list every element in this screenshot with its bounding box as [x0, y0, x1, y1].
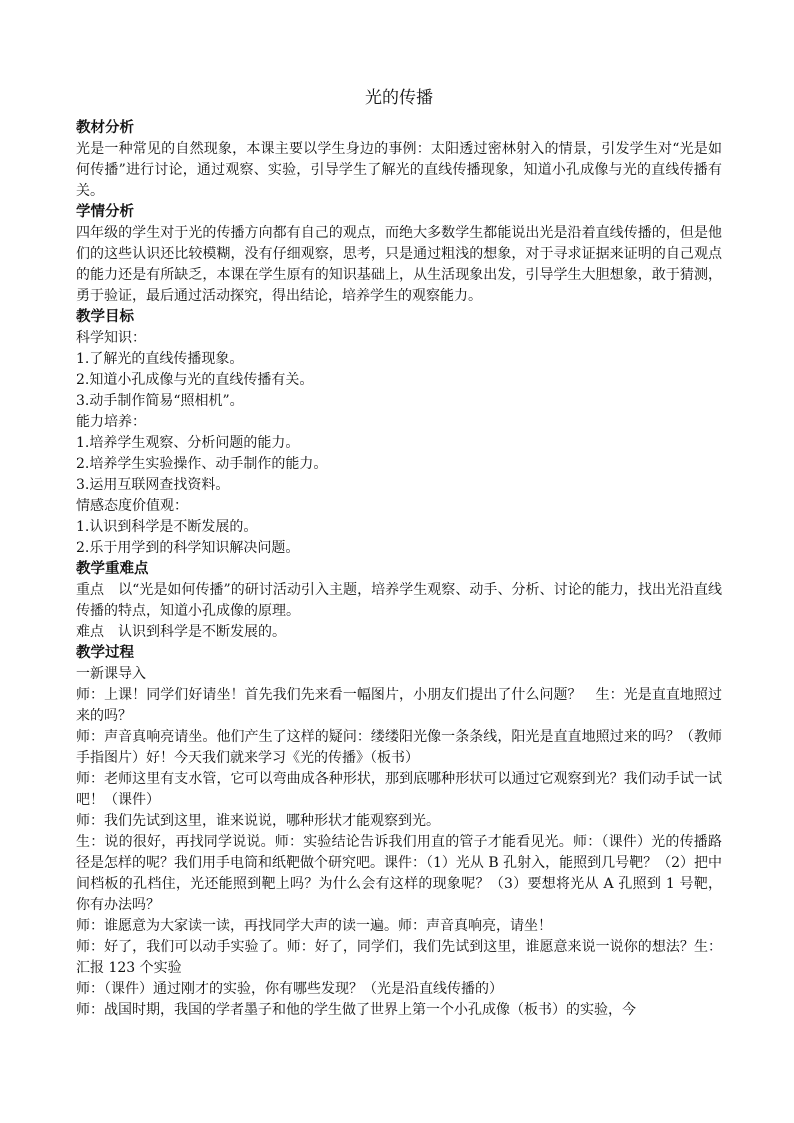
paragraph: 师：战国时期，我国的学者墨子和他的学生做了世界上第一个小孔成像（板书）的实验，今	[76, 1002, 636, 1018]
heading-teaching-process: 教学过程	[76, 645, 134, 661]
heading-materials-analysis: 教材分析	[76, 120, 134, 136]
paragraph: 师：谁愿意为大家读一读，再找同学大声的读一遍。师：声音真响亮，请坐！	[76, 918, 552, 934]
paragraph: 光是一种常见的自然现象，本课主要以学生身边的事例：太阳透过密林射入的情景，引发学生对“光是如何传播”进行讨论，通过观察、实验，引导学生了解光的直线传播现象，知道小孔成像与光的直线传播有关。	[76, 141, 722, 199]
list-item: 2.培养学生实验操作、动手制作的能力。	[76, 456, 328, 472]
paragraph: 师：我们先试到这里，谁来说说，哪种形状才能观察到光。	[76, 813, 440, 829]
paragraph: 师：上课！同学们好请坐！首先我们先来看一幅图片，小朋友们提出了什么问题？ 生：光是直直地照过来的吗？	[76, 687, 722, 724]
heading-key-points: 教学重难点	[76, 561, 149, 577]
paragraph: 一新课导入	[76, 666, 146, 682]
paragraph: 重点 以“光是如何传播”的研讨活动引入主题，培养学生观察、动手、分析、讨论的能力，找出光沿直线传播的特点，知道小孔成像的原理。	[76, 582, 722, 619]
list-item: 能力培养：	[76, 414, 146, 430]
paragraph: 师：好了，我们可以动手实验了。师：好了，同学们，我们先试到这里，谁愿意来说一说你的想法？生：汇报 123 个实验	[76, 939, 722, 976]
paragraph: 生：说的很好，再找同学说说。师：实验结论告诉我们用直的管子才能看见光。师：（课件）光的传播路径是怎样的呢？我们用手电筒和纸靶做个研究吧。课件：（1）光从 B 孔射入，能照到几号靶？（2）把中间档板的孔档住，光还能照到靶上吗？为什么会有这样的现象呢？（3）要想将光从 A 孔照到 1 号靶，你有办法吗？	[76, 834, 723, 913]
document-page	[76, 86, 722, 1021]
list-item: 1.培养学生观察、分析问题的能力。	[76, 435, 300, 451]
list-item: 2.乐于用学到的科学知识解决问题。	[76, 540, 300, 556]
list-item: 科学知识：	[76, 330, 146, 346]
heading-student-analysis: 学情分析	[76, 204, 134, 220]
list-item: 情感态度价值观：	[76, 498, 188, 514]
paragraph: 难点 认识到科学是不断发展的。	[76, 624, 286, 640]
list-item: 2.知道小孔成像与光的直线传播有关。	[76, 372, 314, 388]
paragraph: 师：声音真响亮请坐。他们产生了这样的疑问：缕缕阳光像一条条线，阳光是直直地照过来的吗？（教师手指图片）好！今天我们就来学习《光的传播》（板书）	[76, 729, 722, 766]
paragraph: 师：老师这里有支水管，它可以弯曲成各种形状，那到底哪种形状可以通过它观察到光？我们动手试一试吧！（课件）	[76, 771, 722, 808]
document-title: 光的传播	[365, 88, 433, 108]
list-item: 3.动手制作简易“照相机”。	[76, 393, 244, 409]
heading-teaching-goals: 教学目标	[76, 309, 134, 325]
list-item: 1.认识到科学是不断发展的。	[76, 519, 258, 535]
list-item: 1.了解光的直线传播现象。	[76, 351, 244, 367]
paragraph: 四年级的学生对于光的传播方向都有自己的观点，而绝大多数学生都能说出光是沿着直线传播的，但是他们的这些认识还比较模糊，没有仔细观察，思考，只是通过粗浅的想象，对于寻求证据来证明的自己观点的能力还是有所缺乏，本课在学生原有的知识基础上，从生活现象出发，引导学生大胆想象，敢于猜测，勇于验证，最后通过活动探究，得出结论，培养学生的观察能力。	[76, 225, 722, 304]
list-item: 3.运用互联网查找资料。	[76, 477, 230, 493]
paragraph: 师：（课件）通过刚才的实验，你有哪些发现？（光是沿直线传播的）	[76, 981, 503, 997]
